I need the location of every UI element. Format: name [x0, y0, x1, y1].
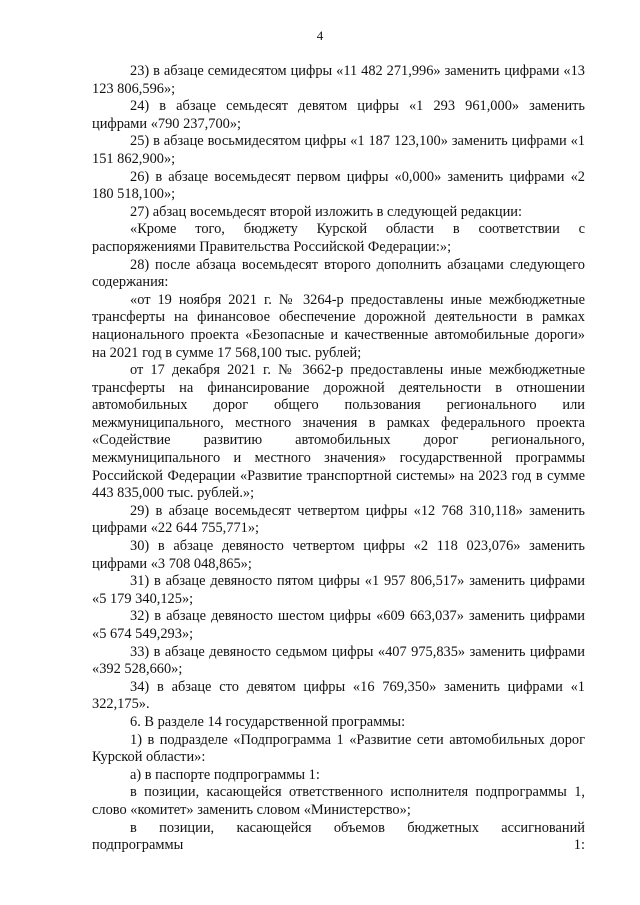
paragraph-33: 33) в абзаце девяносто седьмом цифры «407 975,835» заменить цифрами «392 528,660»; [92, 643, 585, 678]
position-budget-allocations: в позиции, касающейся объемов бюджетных ассигнований подпрограммы 1: [92, 819, 585, 854]
position-responsible-executor: в позиции, касающейся ответственного исполнителя подпрограммы 1, слово «комитет» заменить словом «Министерство»; [92, 784, 585, 818]
paragraph-28-quote-2: от 17 декабря 2021 г. № 3662-р предоставлены иные межбюджетные трансферты на финансирование дорожной деятельности в отношении автомобильных дорог общего пользования регионального или межмуниципального, местного значения в рамках федерального проекта «Содействие развитию автомобильных дорог регионального, межмуниципального и местного значения» государственной программы Российской Федерации «Развитие транспортной системы» на 2023 год в сумме 443 835,000 тыс. рублей.»; [92, 362, 585, 502]
paragraph-29: 29) в абзаце восемьдесят четвертом цифры «12 768 310,118» заменить цифрами «22 644 755,771»; [92, 502, 585, 537]
paragraph-26: 26) в абзаце восемьдесят первом цифры «0,000» заменить цифрами «2 180 518,100»; [92, 168, 585, 203]
page-number: 4 [316, 28, 324, 43]
item-a: а) в паспорте подпрограммы 1: [130, 766, 320, 783]
paragraph-30: 30) в абзаце девяносто четвертом цифры «2 118 023,076» заменить цифрами «3 708 048,865»; [92, 538, 585, 572]
paragraph-31: 31) в абзаце девяносто пятом цифры «1 957 806,517» заменить цифрами «5 179 340,125»; [92, 573, 585, 607]
paragraph-27: 27) абзац восемьдесят второй изложить в следующей редакции: [130, 203, 522, 220]
paragraph-24: 24) в абзаце семьдесят девятом цифры «1 293 961,000» заменить цифрами «790 237,700»; [92, 98, 585, 132]
subsection-1: 1) в подразделе «Подпрограмма 1 «Развитие сети автомобильных дорог Курской области»: [92, 731, 585, 766]
document-body [92, 63, 585, 855]
paragraph-32: 32) в абзаце девяносто шестом цифры «609 663,037» заменить цифрами «5 674 549,293»; [92, 608, 585, 642]
paragraph-23: 23) в абзаце семидесятом цифры «11 482 271,996» заменить цифрами «13 123 806,596»; [92, 63, 585, 97]
paragraph-28: 28) после абзаца восемьдесят второго дополнить абзацами следующего содержания: [92, 256, 585, 291]
paragraph-27-quote: «Кроме того, бюджету Курской области в соответствии с распоряжениями Правительства Российской Федерации:»; [92, 221, 585, 255]
section-6-heading: 6. В разделе 14 государственной программы: [130, 713, 406, 730]
paragraph-28-quote-1: «от 19 ноября 2021 г. № 3264-р предоставлены иные межбюджетные трансферты на финансовое обеспечение дорожной деятельности в рамках национального проекта «Безопасные и качественные автомобильные дороги» на 2021 год в сумме 17 568,100 тыс. рублей; [92, 291, 585, 361]
paragraph-25: 25) в абзаце восьмидесятом цифры «1 187 123,100» заменить цифрами «1 151 862,900»; [92, 133, 585, 167]
paragraph-34: 34) в абзаце сто девятом цифры «16 769,350» заменить цифрами «1 322,175». [92, 678, 585, 713]
